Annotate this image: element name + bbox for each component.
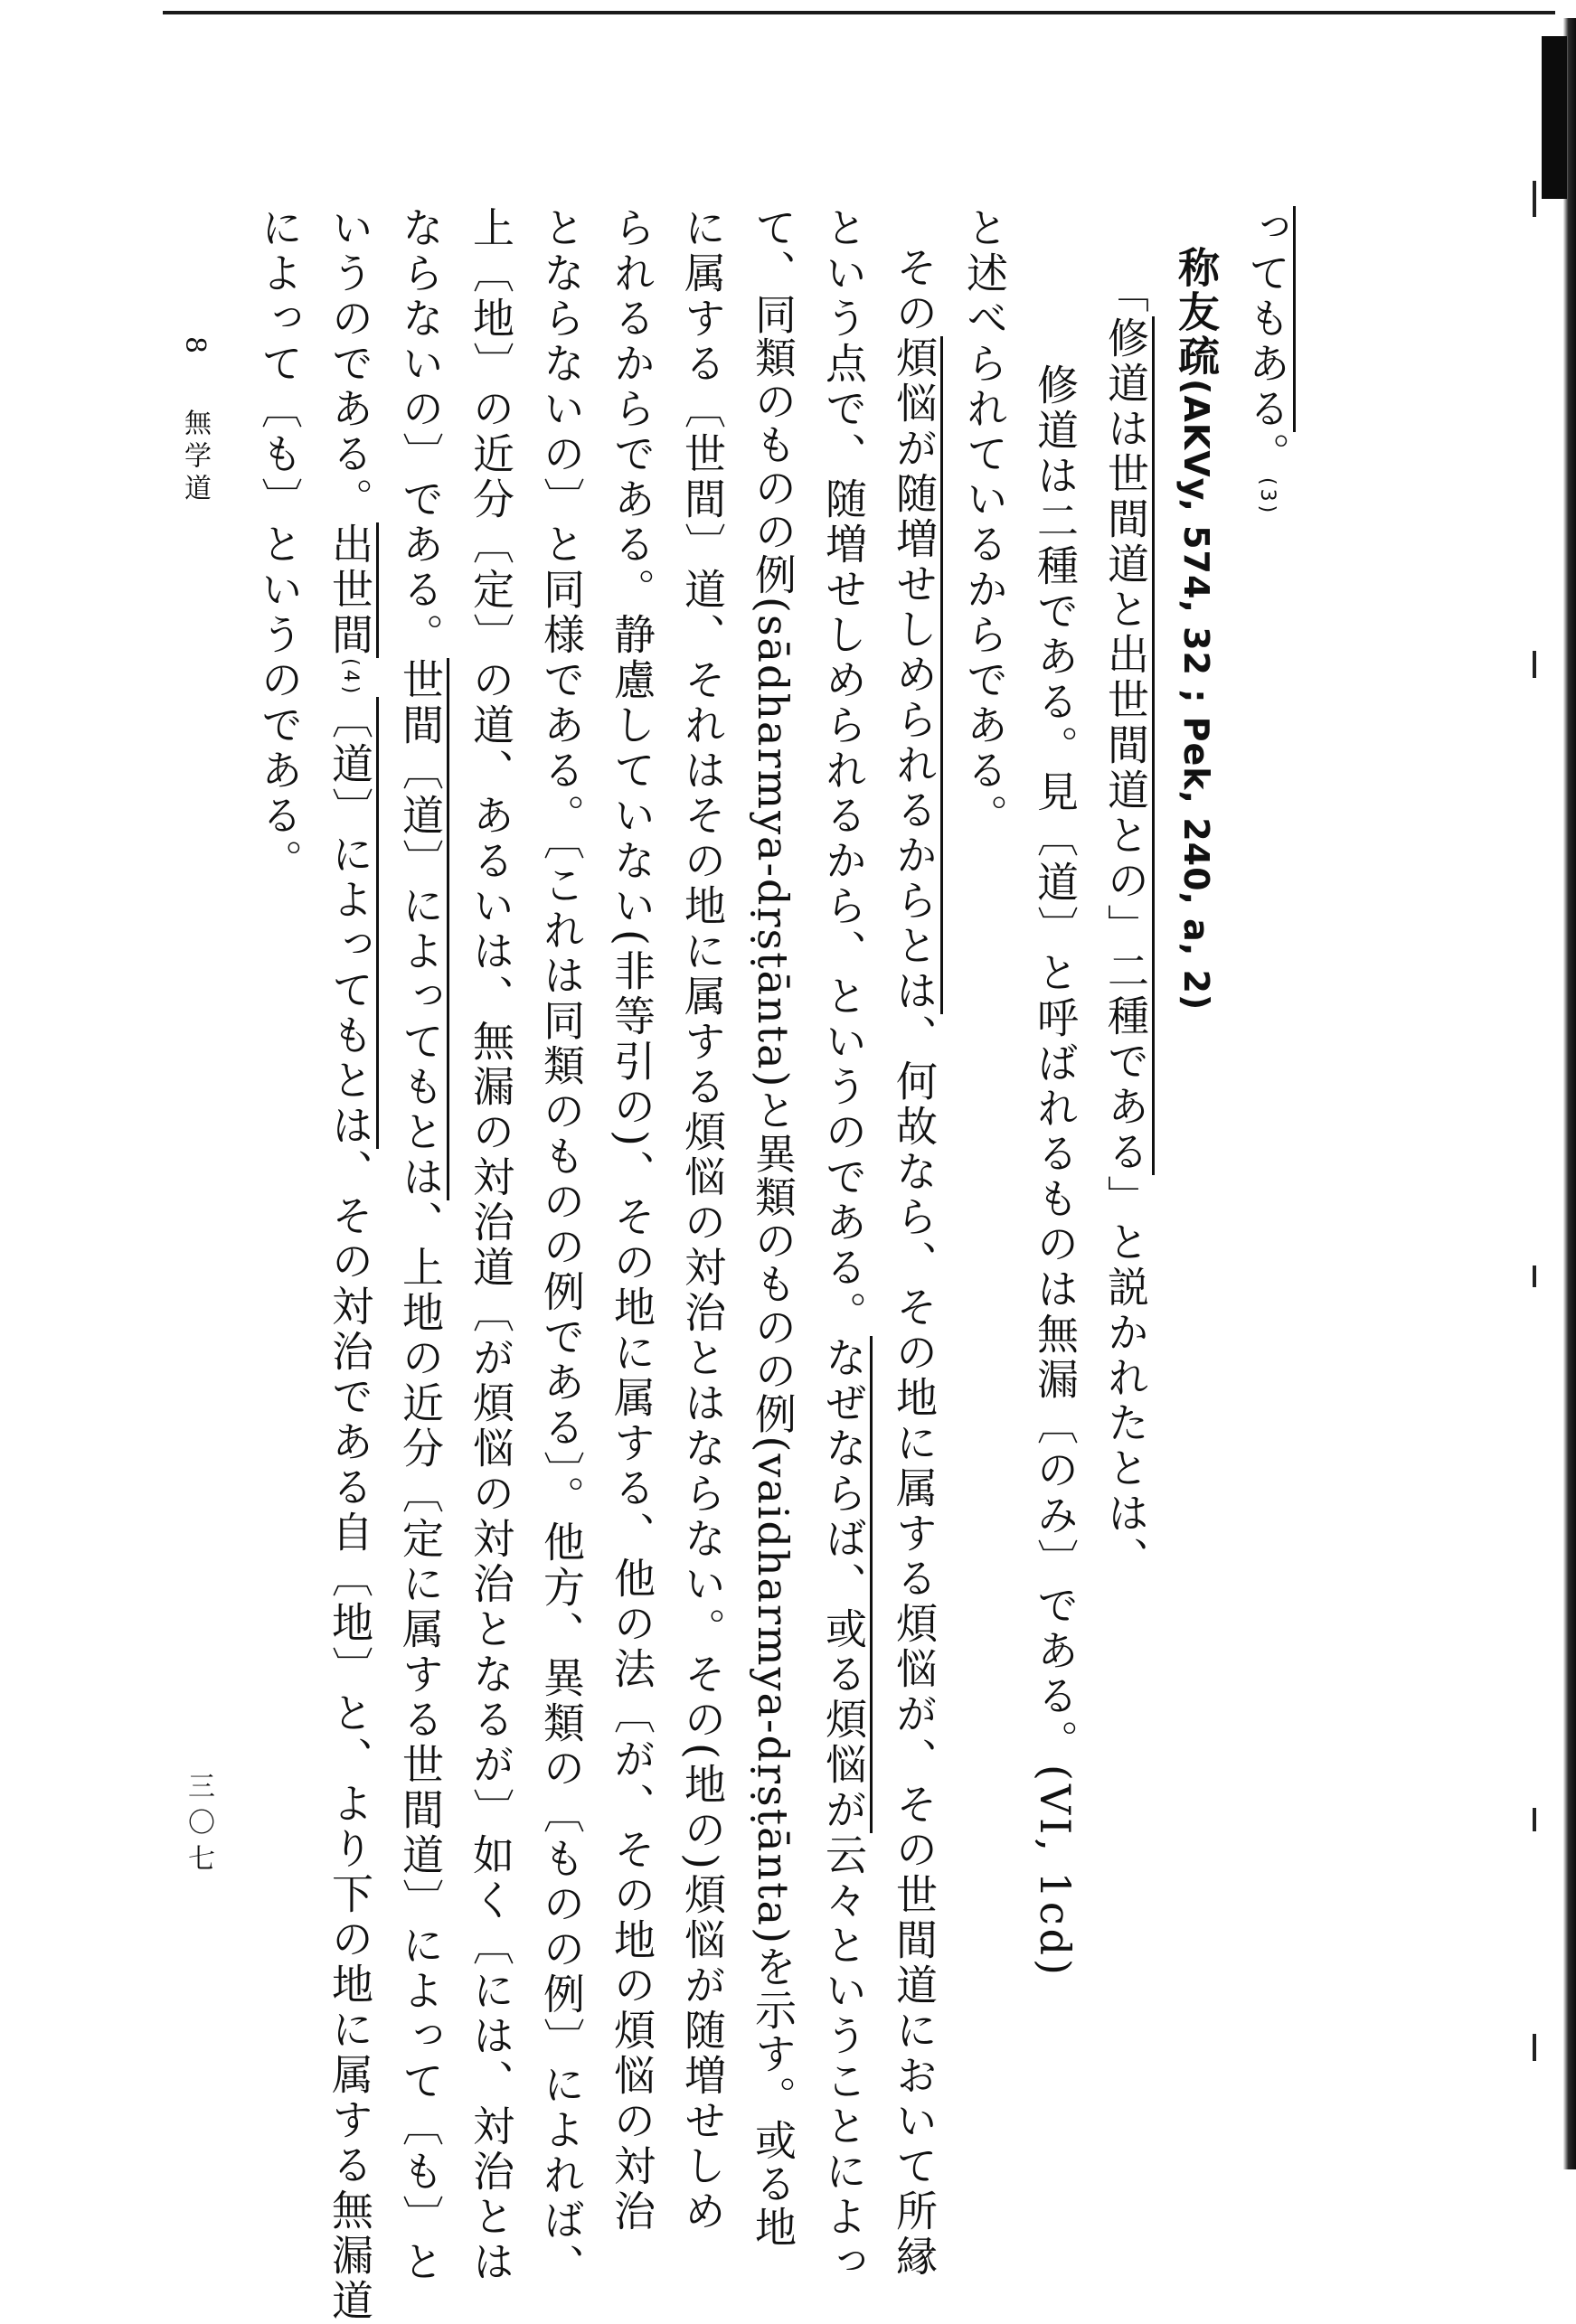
chapter-title: 無学道 — [179, 409, 211, 507]
text-column: て、同類のものの例(sādharmya-dṛṣṭānta)と異類のものの例(vaidharmya-dṛṣṭānta)を示す。或る地 — [749, 206, 797, 2250]
text-column: その煩悩が随増せしめられるからとは、何故なら、その地に属する煩悩が、その世間道において所縁 — [893, 246, 935, 2280]
emphasis-text: 煩悩が随増せしめられるからとは — [890, 336, 943, 1014]
quoted-verse: 修道は二種である。見〔道〕と呼ばれるものは無漏〔のみ〕である。(VI, 1cd) — [1031, 363, 1080, 1980]
page-number: 三〇七 — [183, 1772, 214, 1880]
text-column: と述べられているからである。 — [960, 206, 1009, 839]
top-rule — [163, 11, 1555, 14]
text-column: ってもある。(3) — [1246, 206, 1288, 516]
note-marker: (3) — [1256, 477, 1279, 517]
running-footer — [179, 336, 211, 507]
text-column: という点で、随増せしめられるから、というのである。なぜならば、或る煩悩が云々ということによっ — [823, 206, 864, 2285]
emphasis-text: 〔道〕によってもとは — [326, 697, 379, 1149]
note-marker: (4) — [339, 658, 362, 698]
emphasis-text: ってもある — [1242, 206, 1296, 432]
scan-speck — [1533, 181, 1536, 217]
emphasis-text: 修道は世間道と出世間道との」二種である — [1101, 316, 1155, 1175]
heading-label: 称友疏 — [1172, 246, 1221, 379]
text-column: られるからである。静慮していない(非等引の)、その地に属する、他の法〔が、その地の煩悩の対治 — [608, 206, 656, 2235]
text-column: に属する〔世間〕道、それはその地に属する煩悩の対治とはならない。その(地の)煩悩が随増せしめ — [678, 206, 727, 2235]
scan-speck — [1533, 1265, 1536, 1287]
scan-speck — [1533, 651, 1536, 678]
emphasis-text: 世間〔道〕によってもとは — [396, 658, 449, 1200]
text-column: 上〔地〕の近分〔定〕の道、あるいは、無漏の対治道〔が煩悩の対治となるが〕如く〔には、対治とは — [467, 206, 515, 2285]
scan-speck — [1533, 1808, 1536, 1831]
section-heading — [1172, 246, 1221, 1011]
emphasis-text: 出世間 — [326, 522, 379, 658]
text-column: いうのである。出世間(4)〔道〕によってもとは、その対治である自〔地〕と、より下の地に属する無漏道 — [329, 206, 371, 2324]
emphasis-text: なぜならば、或る煩悩が — [819, 1336, 873, 1833]
text-column: によって〔も〕というのである。 — [255, 206, 304, 884]
text-column: ならないの〕である。世間〔道〕によってもとは、上地の近分〔定に属する世間道〕によって〔も〕と — [400, 206, 441, 2285]
text-column: とならないの〕と同様である。〔これは同類のものの例である〕。他方、異類の〔ものの例〕によれば、 — [537, 206, 586, 2289]
binding-edge — [1563, 18, 1576, 2169]
heading-reference: (AKVy, 574, 32 ; Pek, 240, a, 2) — [1176, 379, 1216, 1011]
binding-shadow — [1542, 36, 1567, 199]
chapter-number: 8 — [179, 336, 211, 360]
text-column: 「修道は世間道と出世間道との」二種である」と説かれたとは、 — [1105, 271, 1147, 1582]
scan-speck — [1533, 2034, 1536, 2061]
